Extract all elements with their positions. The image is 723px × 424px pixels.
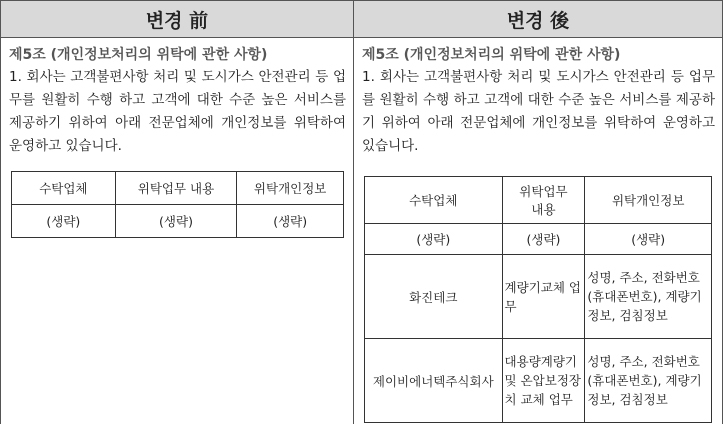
table-cell: (생략) <box>115 205 237 238</box>
table-header-cell: 위탁개인정보 <box>237 172 344 205</box>
table-cell: (생략) <box>237 205 344 238</box>
table-row <box>365 224 712 255</box>
table-cell: 성명, 주소, 전화번호 (휴대폰번호), 계량기정보, 검침정보 <box>585 339 712 423</box>
table-header-cell: 수탁업체 <box>365 177 503 224</box>
table-header-cell: 위탁업무 내용 <box>502 177 585 224</box>
before-table <box>11 171 344 238</box>
after-paragraph: 1. 회사는 고객불편사항 처리 및 도시가스 안전관리 등 업무를 원활히 수행 하고 고객에 대한 수준 높은 서비스를 제공하기 위하여 아래 전문업체에 개인정보를 위탁하여 운영하고 있습니다. <box>362 69 715 154</box>
after-clause-title: 제5조 (개인정보처리의 위탁에 관한 사항) <box>362 47 621 63</box>
table-header-row <box>365 177 712 224</box>
table-cell: 제이비에너텍주식회사 <box>365 339 503 423</box>
table-cell: (생략) <box>365 224 503 255</box>
table-header-cell: 위탁업무 내용 <box>115 172 237 205</box>
before-paragraph: 1. 회사는 고객불편사항 처리 및 도시가스 안전관리 등 업무를 원활히 수행 하고 고객에 대한 수준 높은 서비스를 제공하기 위하여 아래 전문업체에 개인정보를 위탁하여 운영하고 있습니다. <box>9 69 346 154</box>
before-body <box>1 38 353 158</box>
table-cell: (생략) <box>502 224 585 255</box>
table-header-cell: 수탁업체 <box>12 172 116 205</box>
after-header: 변경 後 <box>354 0 722 38</box>
table-cell: 대용량계량기 및 온압보정장치 교체 업무 <box>502 339 585 423</box>
before-clause-title: 제5조 (개인정보처리의 위탁에 관한 사항) <box>9 47 268 63</box>
after-table <box>364 176 712 423</box>
table-header-cell: 위탁개인정보 <box>585 177 712 224</box>
table-cell: 화진테크 <box>365 255 503 339</box>
before-column <box>1 0 354 424</box>
table-cell: (생략) <box>585 224 712 255</box>
table-row <box>365 339 712 423</box>
before-header: 변경 前 <box>1 0 353 38</box>
table-cell: 계량기교체 업무 <box>502 255 585 339</box>
table-cell: 성명, 주소, 전화번호 (휴대폰번호), 계량기정보, 검침정보 <box>585 255 712 339</box>
after-column <box>354 0 722 424</box>
after-body <box>354 38 722 158</box>
table-cell: (생략) <box>12 205 116 238</box>
table-header-row <box>12 172 344 205</box>
table-row <box>365 255 712 339</box>
table-row <box>12 205 344 238</box>
